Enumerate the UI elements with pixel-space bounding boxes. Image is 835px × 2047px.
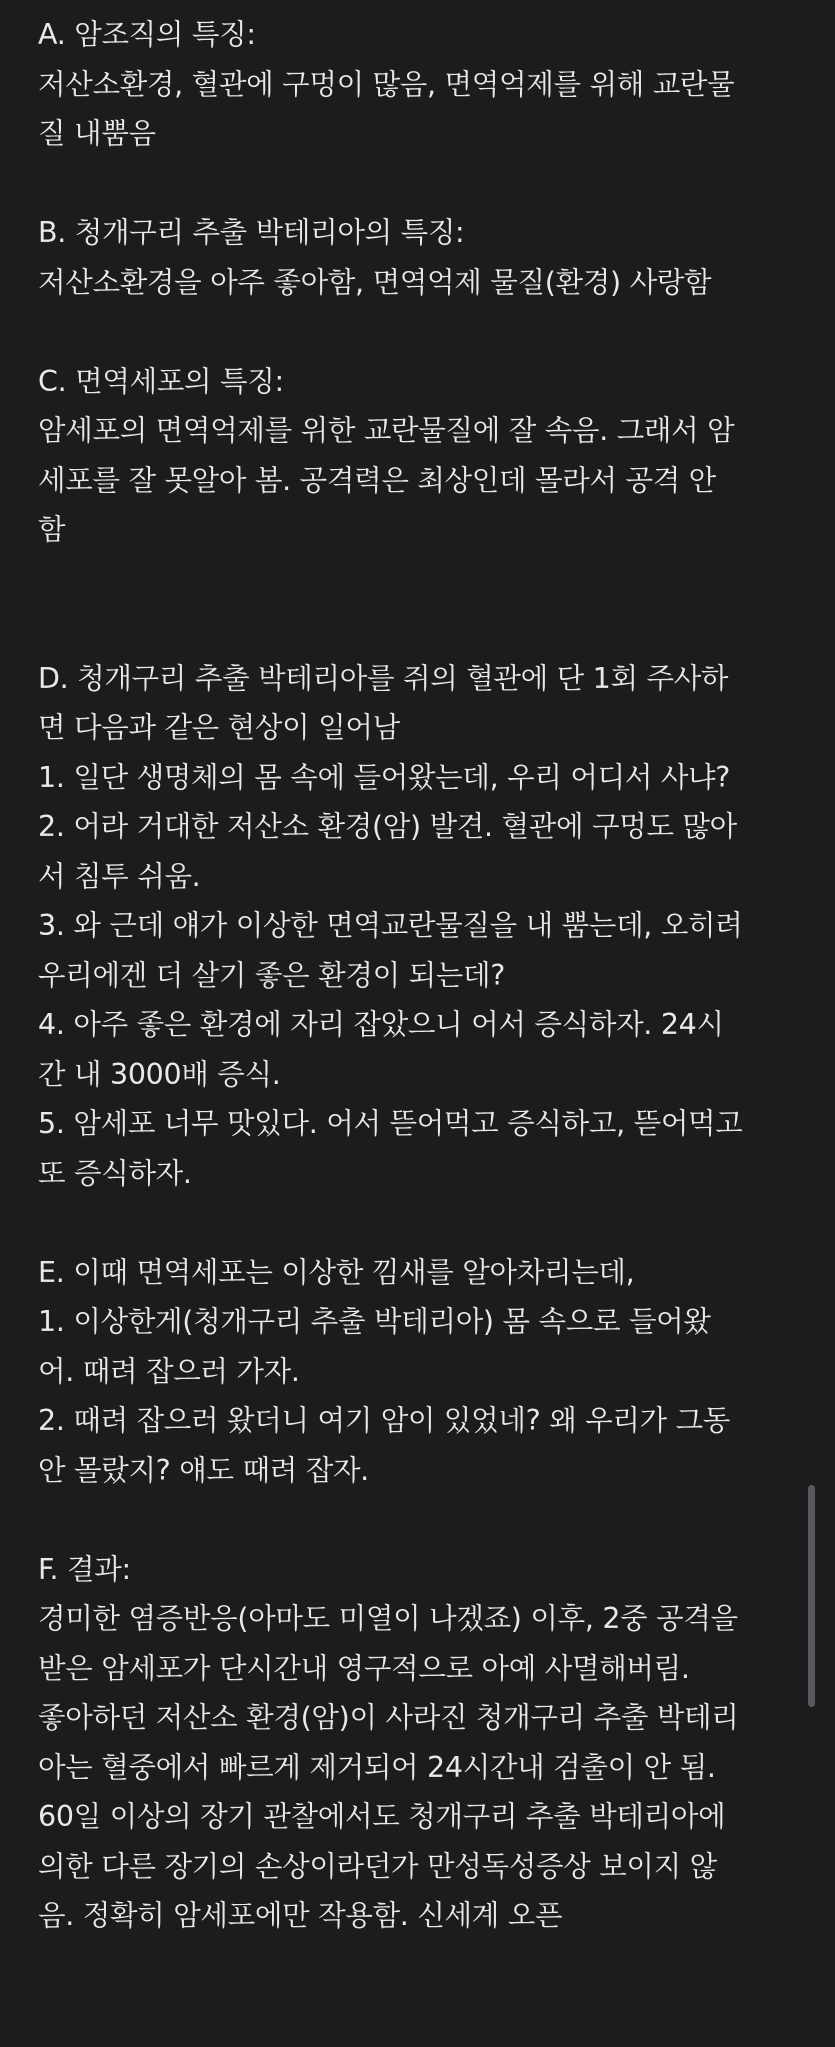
paragraph-gap: [38, 1198, 808, 1248]
section-e-line: 어. 때려 잡으러 가자.: [38, 1354, 300, 1388]
section-d-line: 5. 암세포 너무 맛있다. 어서 뜯어먹고 증식하고, 뜯어먹고: [38, 1107, 743, 1140]
section-f-line: 의한 다른 장기의 손상이라던가 만성독성증상 보이지 않: [38, 1849, 717, 1883]
section-c-title: C. 면역세포의 특징:: [38, 364, 284, 398]
section-d-line: 서 침투 쉬움.: [38, 859, 201, 893]
section-d-line: D. 청개구리 추출 박테리아를 쥐의 혈관에 단 1회 주사하: [38, 661, 729, 695]
section-d-line: 또 증식하자.: [38, 1156, 192, 1190]
section-b-line: 저산소환경을 아주 좋아함, 면역억제 물질(환경) 사랑함: [38, 265, 712, 299]
section-f-title: F. 결과:: [38, 1552, 131, 1586]
section-f-line: 아는 혈중에서 빠르게 제거되어 24시간내 검출이 안 됨.: [38, 1750, 716, 1784]
section-d-line: 면 다음과 같은 현상이 일어남: [38, 711, 400, 744]
section-f-line: 경미한 염증반응(아마도 미열이 나겠죠) 이후, 2중 공격을: [38, 1602, 738, 1635]
section-f-line: 받은 암세포가 단시간내 영구적으로 아예 사멸해버림.: [38, 1651, 690, 1685]
section-c-line: 암세포의 면역억제를 위한 교란물질에 잘 속음. 그래서 암: [38, 414, 735, 447]
section-a-line: 질 내뿜음: [38, 117, 156, 150]
section-d-line: 3. 와 근데 얘가 이상한 면역교란물질을 내 뿜는데, 오히려: [38, 909, 743, 942]
paragraph-gap: [38, 307, 808, 357]
section-b: [38, 208, 808, 307]
section-c-line: 함: [38, 513, 66, 546]
section-c: [38, 357, 808, 555]
section-f-line: 60일 이상의 장기 관찰에서도 청개구리 추출 박테리아에: [38, 1800, 726, 1833]
vertical-scrollbar[interactable]: [808, 1485, 815, 1707]
section-f-line: 음. 정확히 암세포에만 작용함. 신세계 오픈: [38, 1899, 563, 1932]
section-d-line: 우리에겐 더 살기 좋은 환경이 되는데?: [38, 958, 506, 992]
paragraph-gap: [38, 1495, 808, 1545]
section-e-line: 안 몰랐지? 얘도 때려 잡자.: [38, 1453, 369, 1487]
section-f-line: 좋아하던 저산소 환경(암)이 사라진 청개구리 추출 박테리: [38, 1701, 739, 1734]
section-c-line: 세포를 잘 못알아 봄. 공격력은 최상인데 몰라서 공격 안: [38, 463, 716, 497]
section-a-line: 저산소환경, 혈관에 구멍이 많음, 면역억제를 위해 교란물: [38, 67, 735, 101]
section-d: [38, 654, 808, 1199]
section-d-line: 1. 일단 생명체의 몸 속에 들어왔는데, 우리 어디서 사냐?: [38, 760, 731, 794]
section-a: [38, 10, 808, 159]
paragraph-gap: [38, 555, 808, 654]
section-e: [38, 1248, 808, 1496]
section-e-line: 2. 때려 잡으러 왔더니 여기 암이 있었네? 왜 우리가 그동: [38, 1404, 731, 1437]
section-f: [38, 1545, 808, 1941]
section-e-line: 1. 이상한게(청개구리 추출 박테리아) 몸 속으로 들어왔: [38, 1305, 711, 1338]
note-body: [38, 10, 808, 1941]
section-e-line: E. 이때 면역세포는 이상한 낌새를 알아차리는데,: [38, 1255, 635, 1289]
section-d-line: 2. 어라 거대한 저산소 환경(암) 발견. 혈관에 구멍도 많아: [38, 810, 737, 843]
section-b-title: B. 청개구리 추출 박테리아의 특징:: [38, 216, 465, 249]
section-a-title: A. 암조직의 특징:: [38, 18, 256, 51]
section-d-line: 4. 아주 좋은 환경에 자리 잡았으니 어서 증식하자. 24시: [38, 1008, 724, 1041]
section-d-line: 간 내 3000배 증식.: [38, 1057, 281, 1091]
paragraph-gap: [38, 159, 808, 209]
